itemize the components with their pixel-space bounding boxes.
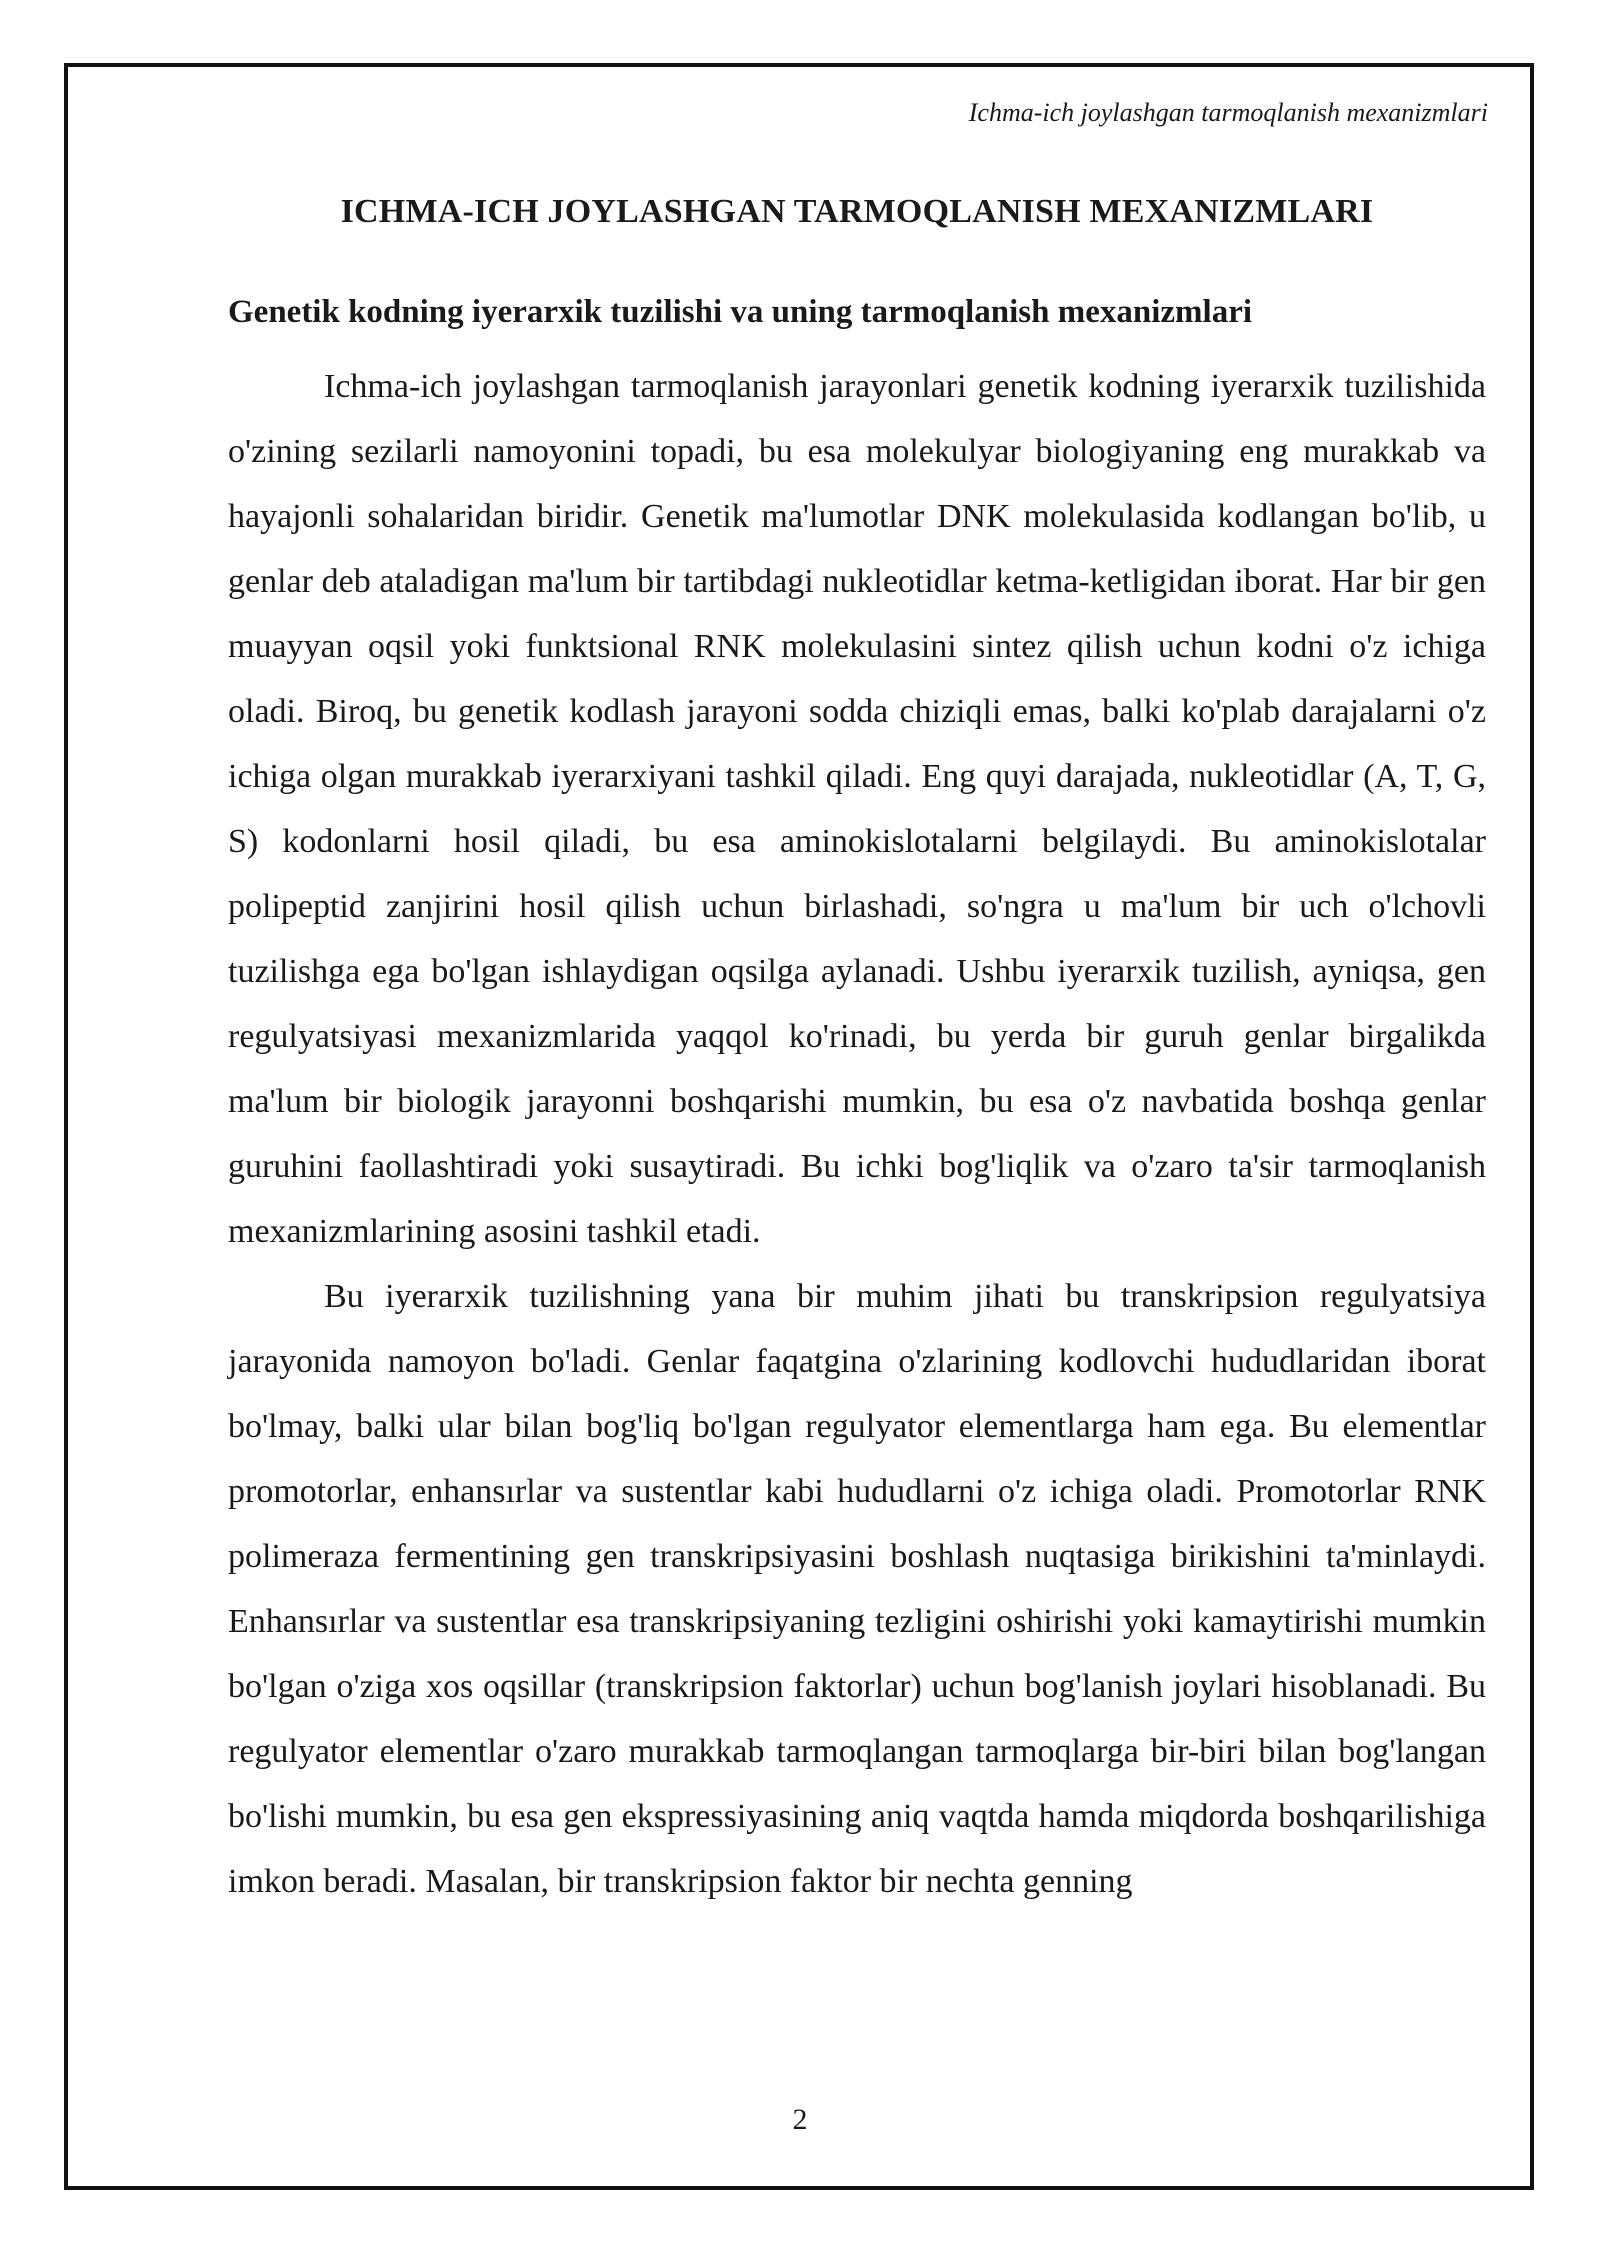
body-paragraph-1: Ichma-ich joylashgan tarmoqlanish jarayonlari genetik kodning iyerarxik tuzilishida o'zining sezilarli namoyonini topadi, bu esa molekulyar biologiyaning eng murakkab va hayajonli sohalaridan biridir. Genetik ma'lumotlar DNK molekulasida kodlangan bo'lib, u genlar deb ataladigan ma'lum bir tartibdagi nukleotidlar ketma-ketligidan iborat. Har bir gen muayyan oqsil yoki funktsional RNK molekulasini sintez qilish uchun kodni o'z ichiga oladi. Biroq, bu genetik kodlash jarayoni sodda chiziqli emas, balki ko'plab darajalarni o'z ichiga olgan murakkab iyerarxiyani tashkil qiladi. Eng quyi darajada, nukleotidlar (A, T, G, S) kodonlarni hosil qiladi, bu esa aminokislotalarni belgilaydi. Bu aminokislotalar polipeptid zanjirini hosil qilish uchun birlashadi, so'ngra u ma'lum bir uch o'lchovli tuzilishga ega bo'lgan ishlaydigan oqsilga aylanadi. Ushbu iyerarxik tuzilish, ayniqsa, gen regulyatsiyasi mexanizmlarida yaqqol ko'rinadi, bu yerda bir guruh genlar birgalikda ma'lum bir biologik jarayonni boshqarishi mumkin, bu esa o'z navbatida boshqa genlar guruhini faollashtiradi yoki susaytiradi. Bu ichki bog'liqlik va o'zaro ta'sir tarmoqlanish mexanizmlarining asosini tashkil etadi. [228, 368, 1486, 1250]
document-title: ICHMA-ICH JOYLASHGAN TARMOQLANISH MEXANIZMLARI [340, 193, 1374, 230]
document-body [228, 184, 1486, 1914]
section-heading: Genetik kodning iyerarxik tuzilishi va uning tarmoqlanish mexanizmlari [228, 294, 1253, 330]
running-header: Ichma-ich joylashgan tarmoqlanish mexanizmlari [968, 98, 1488, 127]
page-number: 2 [792, 2103, 808, 2136]
body-paragraph-2: Bu iyerarxik tuzilishning yana bir muhim jihati bu transkripsion regulyatsiya jarayonida namoyon bo'ladi. Genlar faqatgina o'zlarining kodlovchi hududlaridan iborat bo'lmay, balki ular bilan bog'liq bo'lgan regulyator elementlarga ham ega. Bu elementlar promotorlar, enhansırlar va sustentlar kabi hududlarni o'z ichiga oladi. Promotorlar RNK polimeraza fermentining gen transkripsiyasini boshlash nuqtasiga birikishini ta'minlaydi. Enhansırlar va sustentlar esa transkripsiyaning tezligini oshirishi yoki kamaytirishi mumkin bo'lgan o'ziga xos oqsillar (transkripsion faktorlar) uchun bog'lanish joylari hisoblanadi. Bu regulyator elementlar o'zaro murakkab tarmoqlangan tarmoqlarga bir-biri bilan bog'langan bo'lishi mumkin, bu esa gen ekspressiyasining aniq vaqtda hamda miqdorda boshqarilishiga imkon beradi. Masalan, bir transkripsion faktor bir nechta genning [228, 1278, 1486, 1900]
